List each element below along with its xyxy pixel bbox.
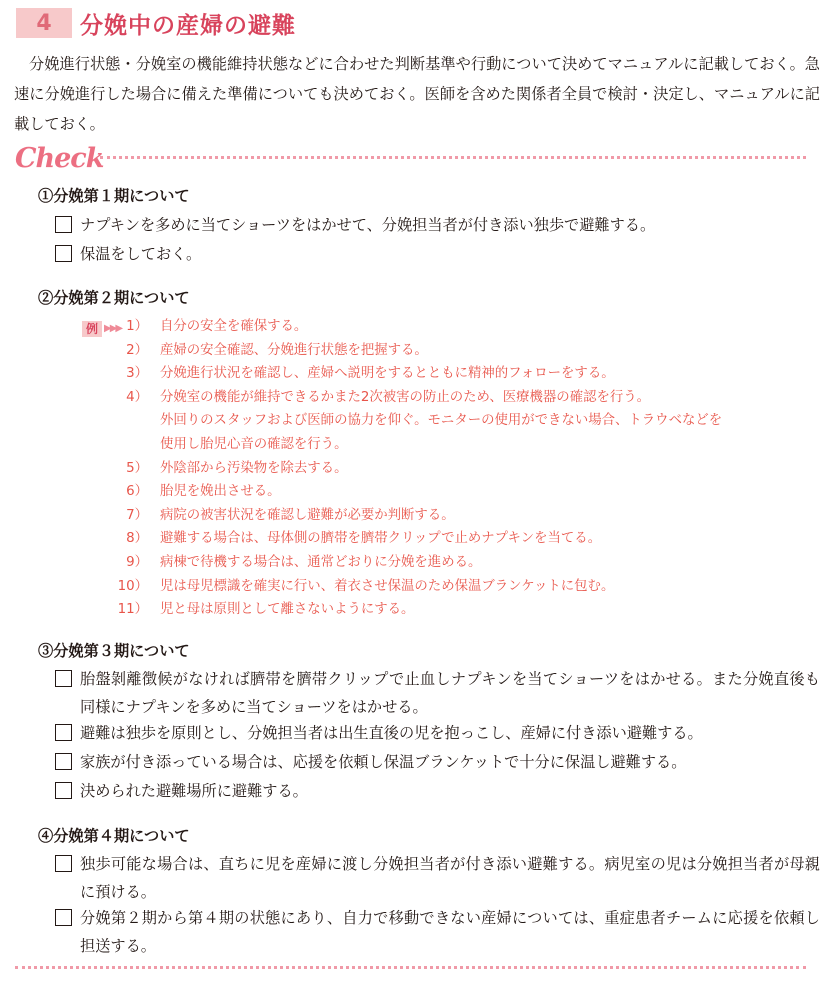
section-4-item: 独歩可能な場合は、直ちに児を産婦に渡し分娩担当者が付き添い避難する。病児室の児は分娩担当者が母親に預ける。: [55, 850, 820, 906]
checkbox[interactable]: [55, 670, 72, 687]
section-4-title: ④分娩第４期について: [38, 827, 190, 845]
heading-number: 4: [16, 8, 72, 38]
example-step-number: 9）: [126, 555, 148, 570]
example-step-number: 5）: [126, 460, 148, 476]
example-step-text: 病棟で待機する場合は、通常どおりに分娩を進める。: [160, 555, 482, 570]
arrow-icon: ▶▶▶: [104, 323, 122, 334]
top-dotted-divider: [100, 156, 806, 159]
section-1-item: 保温をしておく。: [55, 240, 820, 268]
example-step-number: 3）: [126, 366, 148, 382]
example-label: 例: [82, 321, 102, 337]
checkbox[interactable]: [55, 782, 72, 799]
example-step-text: 外回りのスタッフおよび医師の協力を仰ぐ。モニターの使用ができない場合、トラウベなどを: [160, 413, 723, 429]
example-step-text: 外陰部から汚染物を除去する。: [160, 460, 348, 476]
check-logo: Check: [15, 143, 104, 174]
example-step-number: 1）: [126, 319, 148, 334]
section-3-item: 胎盤剝離徴候がなければ臍帯を臍帯クリップで止血しナプキンを当てショーツをはかせる。また分娩直後も同様にナプキンを多めに当てショーツをはかせる。: [55, 665, 820, 721]
section-3-item: 決められた避難場所に避難する。: [55, 777, 820, 805]
checkbox[interactable]: [55, 724, 72, 741]
section-heading: [16, 6, 296, 40]
example-step-text: 避難する場合は、母体側の臍帯を臍帯クリップで止めナプキンを当てる。: [160, 531, 602, 547]
section-1-title: ①分娩第１期について: [38, 187, 190, 205]
section-3-item: 家族が付き添っている場合は、応援を依頼し保温ブランケットで十分に保温し避難する。: [55, 748, 820, 776]
example-step-text: 分娩進行状況を確認し、産婦へ説明をするとともに精神的フォローをする。: [160, 366, 615, 382]
example-step-text: 自分の安全を確保する。: [160, 319, 308, 334]
section-3-title: ③分娩第３期について: [38, 642, 190, 660]
example-step-number: 8）: [126, 531, 148, 547]
example-step-number: 7）: [126, 507, 148, 523]
example-step-number: 2）: [126, 342, 148, 358]
example-step-number: 10）: [117, 578, 148, 594]
section-4-item: 分娩第２期から第４期の状態にあり、自力で移動できない産婦については、重症患者チームに応援を依頼し担送する。: [55, 904, 820, 960]
checkbox[interactable]: [55, 855, 72, 872]
example-step-text: 胎児を娩出させる。: [160, 484, 281, 500]
example-step-text: 産婦の安全確認、分娩進行状態を把握する。: [160, 342, 428, 358]
example-step-number: 4）: [126, 389, 148, 405]
example-step-text: 使用し胎児心音の確認を行う。: [160, 437, 348, 452]
heading-title: 分娩中の産婦の避難: [80, 12, 296, 39]
checkbox[interactable]: [55, 753, 72, 770]
bottom-dotted-divider: [15, 966, 806, 969]
section-1-item: ナプキンを多めに当てショーツをはかせて、分娩担当者が付き添い独歩で避難する。: [55, 211, 820, 239]
example-step-text: 児と母は原則として離さないようにする。: [160, 602, 415, 618]
checkbox[interactable]: [55, 245, 72, 262]
example-step-text: 児は母児標識を確実に行い、着衣させ保温のため保温ブランケットに包む。: [160, 578, 615, 594]
section-3-item: 避難は独歩を原則とし、分娩担当者は出生直後の児を抱っこし、産婦に付き添い避難する。: [55, 719, 820, 747]
section-2-title: ②分娩第２期について: [38, 289, 190, 307]
example-step-number: 6）: [126, 484, 148, 500]
example-step-text: 病院の被害状況を確認し避難が必要か判断する。: [160, 507, 455, 523]
example-step-number: 11）: [117, 602, 148, 618]
example-step-text: 分娩室の機能が維持できるかまた2次被害の防止のため、医療機器の確認を行う。: [160, 389, 651, 405]
checkbox[interactable]: [55, 909, 72, 926]
checkbox[interactable]: [55, 216, 72, 233]
intro-paragraph: 分娩進行状態・分娩室の機能維持状態などに合わせた判断基準や行動について決めてマニュアルに記載しておく。急速に分娩進行した場合に備えた準備についても決めておく。医師を含めた関係者全員で検討・決定し、マニュアルに記載しておく。: [14, 55, 820, 133]
